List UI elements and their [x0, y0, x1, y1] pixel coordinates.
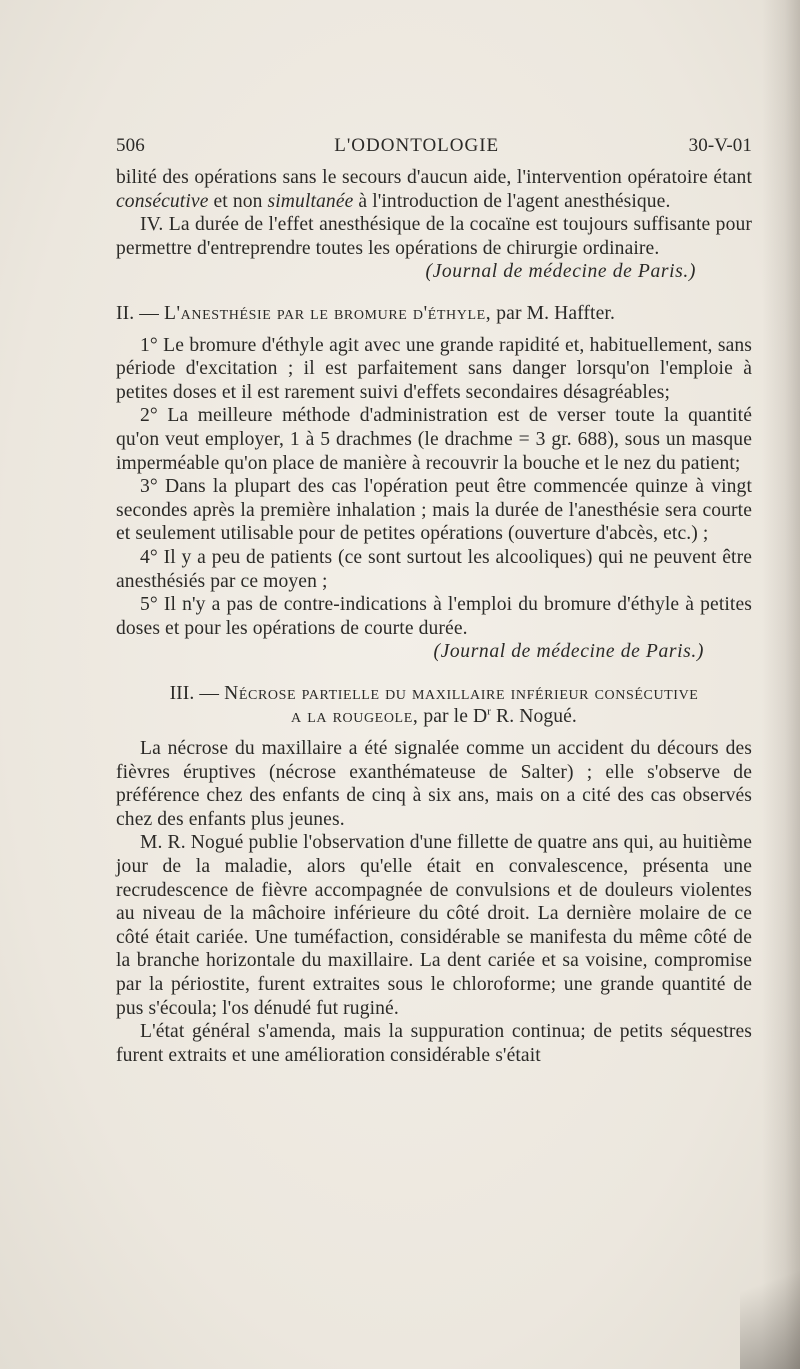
intro-text-c: à l'introduction de l'agent anesthésique. — [353, 190, 671, 212]
section-3-heading — [116, 682, 752, 729]
intro-paragraph-2: IV. La durée de l'effet anesthésique de la cocaïne est toujours suffisante pour permettre d'entreprendre toutes les opérations de chirurgie ordinaire. — [116, 214, 752, 259]
section-3-heading-line-2 — [116, 705, 752, 729]
section-2-title: L'anesthésie par le bromure d'éthyle, — [163, 302, 492, 324]
page-number: 506 — [116, 135, 145, 156]
section-2-number: II. — — [116, 302, 164, 324]
intro-emphasis-1: consécutive — [116, 190, 209, 212]
section-3-paragraph-1: La nécrose du maxillaire a été signalée comme un accident du décours des fièvres éruptives (nécrose exanthémateuse de Salter) ; elle s'observe de préférence chez des enfants de cinq à six ans, mais on a cité des cas observés chez des enfants plus jeunes. — [116, 738, 752, 830]
section-2-item-2: 2° La meilleure méthode d'administration est de verser toute la quantité qu'on veut employer, 1 à 5 drachmes (le drachme = 3 gr. 688), sous un masque imperméable qu'on place de manière à recouvrir la bouche et le nez du patient; — [116, 405, 752, 474]
section-3-author-superscript: r — [487, 705, 492, 718]
section-3-title-line-1: Nécrose partielle du maxillaire inférieur consécutive — [224, 682, 699, 704]
section-3-author-prefix: par le D — [418, 706, 488, 728]
issue-date: 30-V-01 — [688, 135, 752, 156]
page-corner-shadow — [740, 1249, 800, 1369]
intro-paragraph-1 — [116, 166, 752, 213]
section-2-item-3: 3° Dans la plupart des cas l'opération peut être commencée quinze à vingt secondes après la première inhalation ; mais la durée de l'anesthésie sera courte et seulement utilisable pour de petites opérations (ouverture d'abcès, etc.) ; — [116, 476, 752, 545]
section-2-item-5: 5° Il n'y a pas de contre-indications à l'emploi du bromure d'éthyle à petites doses et pour les opérations de courte durée. — [116, 594, 752, 639]
section-3-heading-line-1 — [116, 682, 752, 706]
section-2-heading — [116, 302, 752, 326]
section-3-paragraph-2: M. R. Nogué publie l'observation d'une fillette de quatre ans qui, au huitième jour de la maladie, alors qu'elle était en convalescence, présenta une recrudescence de fièvre accompagnée de convulsions et de douleurs violentes au niveau de la mâchoire inférieure du côté droit. La dernière molaire de ce côté était cariée. Une tuméfaction, considérable se manifesta du même côté de la branche horizontale du maxillaire. La dent cariée et sa voisine, compromise par la périostite, furent extraites sous le chloroforme; une grande quantité de pus s'écoula; l'os dénudé fut ruginé. — [116, 832, 752, 1019]
book-spine-shadow — [762, 0, 800, 1369]
section-3-title-line-2: a la rougeole, — [291, 706, 419, 728]
section-3-number: III. — — [169, 682, 225, 704]
running-header — [116, 134, 752, 166]
section-3-paragraph-3: L'état général s'amenda, mais la suppuration continua; de petits séquestres furent extraits et une amélioration considérable s'était — [116, 1021, 752, 1066]
section-2-item-1: 1° Le bromure d'éthyle agit avec une grande rapidité et, habituellement, sans période d'excitation ; il est parfaitement sans danger lorsqu'on l'emploie à petites doses et il est rarement suivi d'effets secondaires désagréables; — [116, 334, 752, 403]
intro-text-b: et non — [208, 190, 268, 212]
section-2-item-4: 4° Il y a peu de patients (ce sont surtout les alcooliques) qui ne peuvent être anesthésiés par ce moyen ; — [116, 546, 752, 592]
section-2-source: (Journal de médecine de Paris.) — [433, 641, 704, 663]
intro-text-a: bilité des opérations sans le secours d'aucun aide, l'intervention opératoire étant — [116, 167, 752, 188]
section-2-author: par M. Haffter. — [491, 302, 615, 324]
section-3-author-name: R. Nogué. — [491, 706, 577, 728]
journal-title: L'ODONTOLOGIE — [334, 135, 500, 156]
page-content — [116, 134, 752, 1067]
intro-emphasis-2: simultanée — [267, 190, 354, 212]
intro-source: (Journal de médecine de Paris.) — [425, 261, 696, 283]
